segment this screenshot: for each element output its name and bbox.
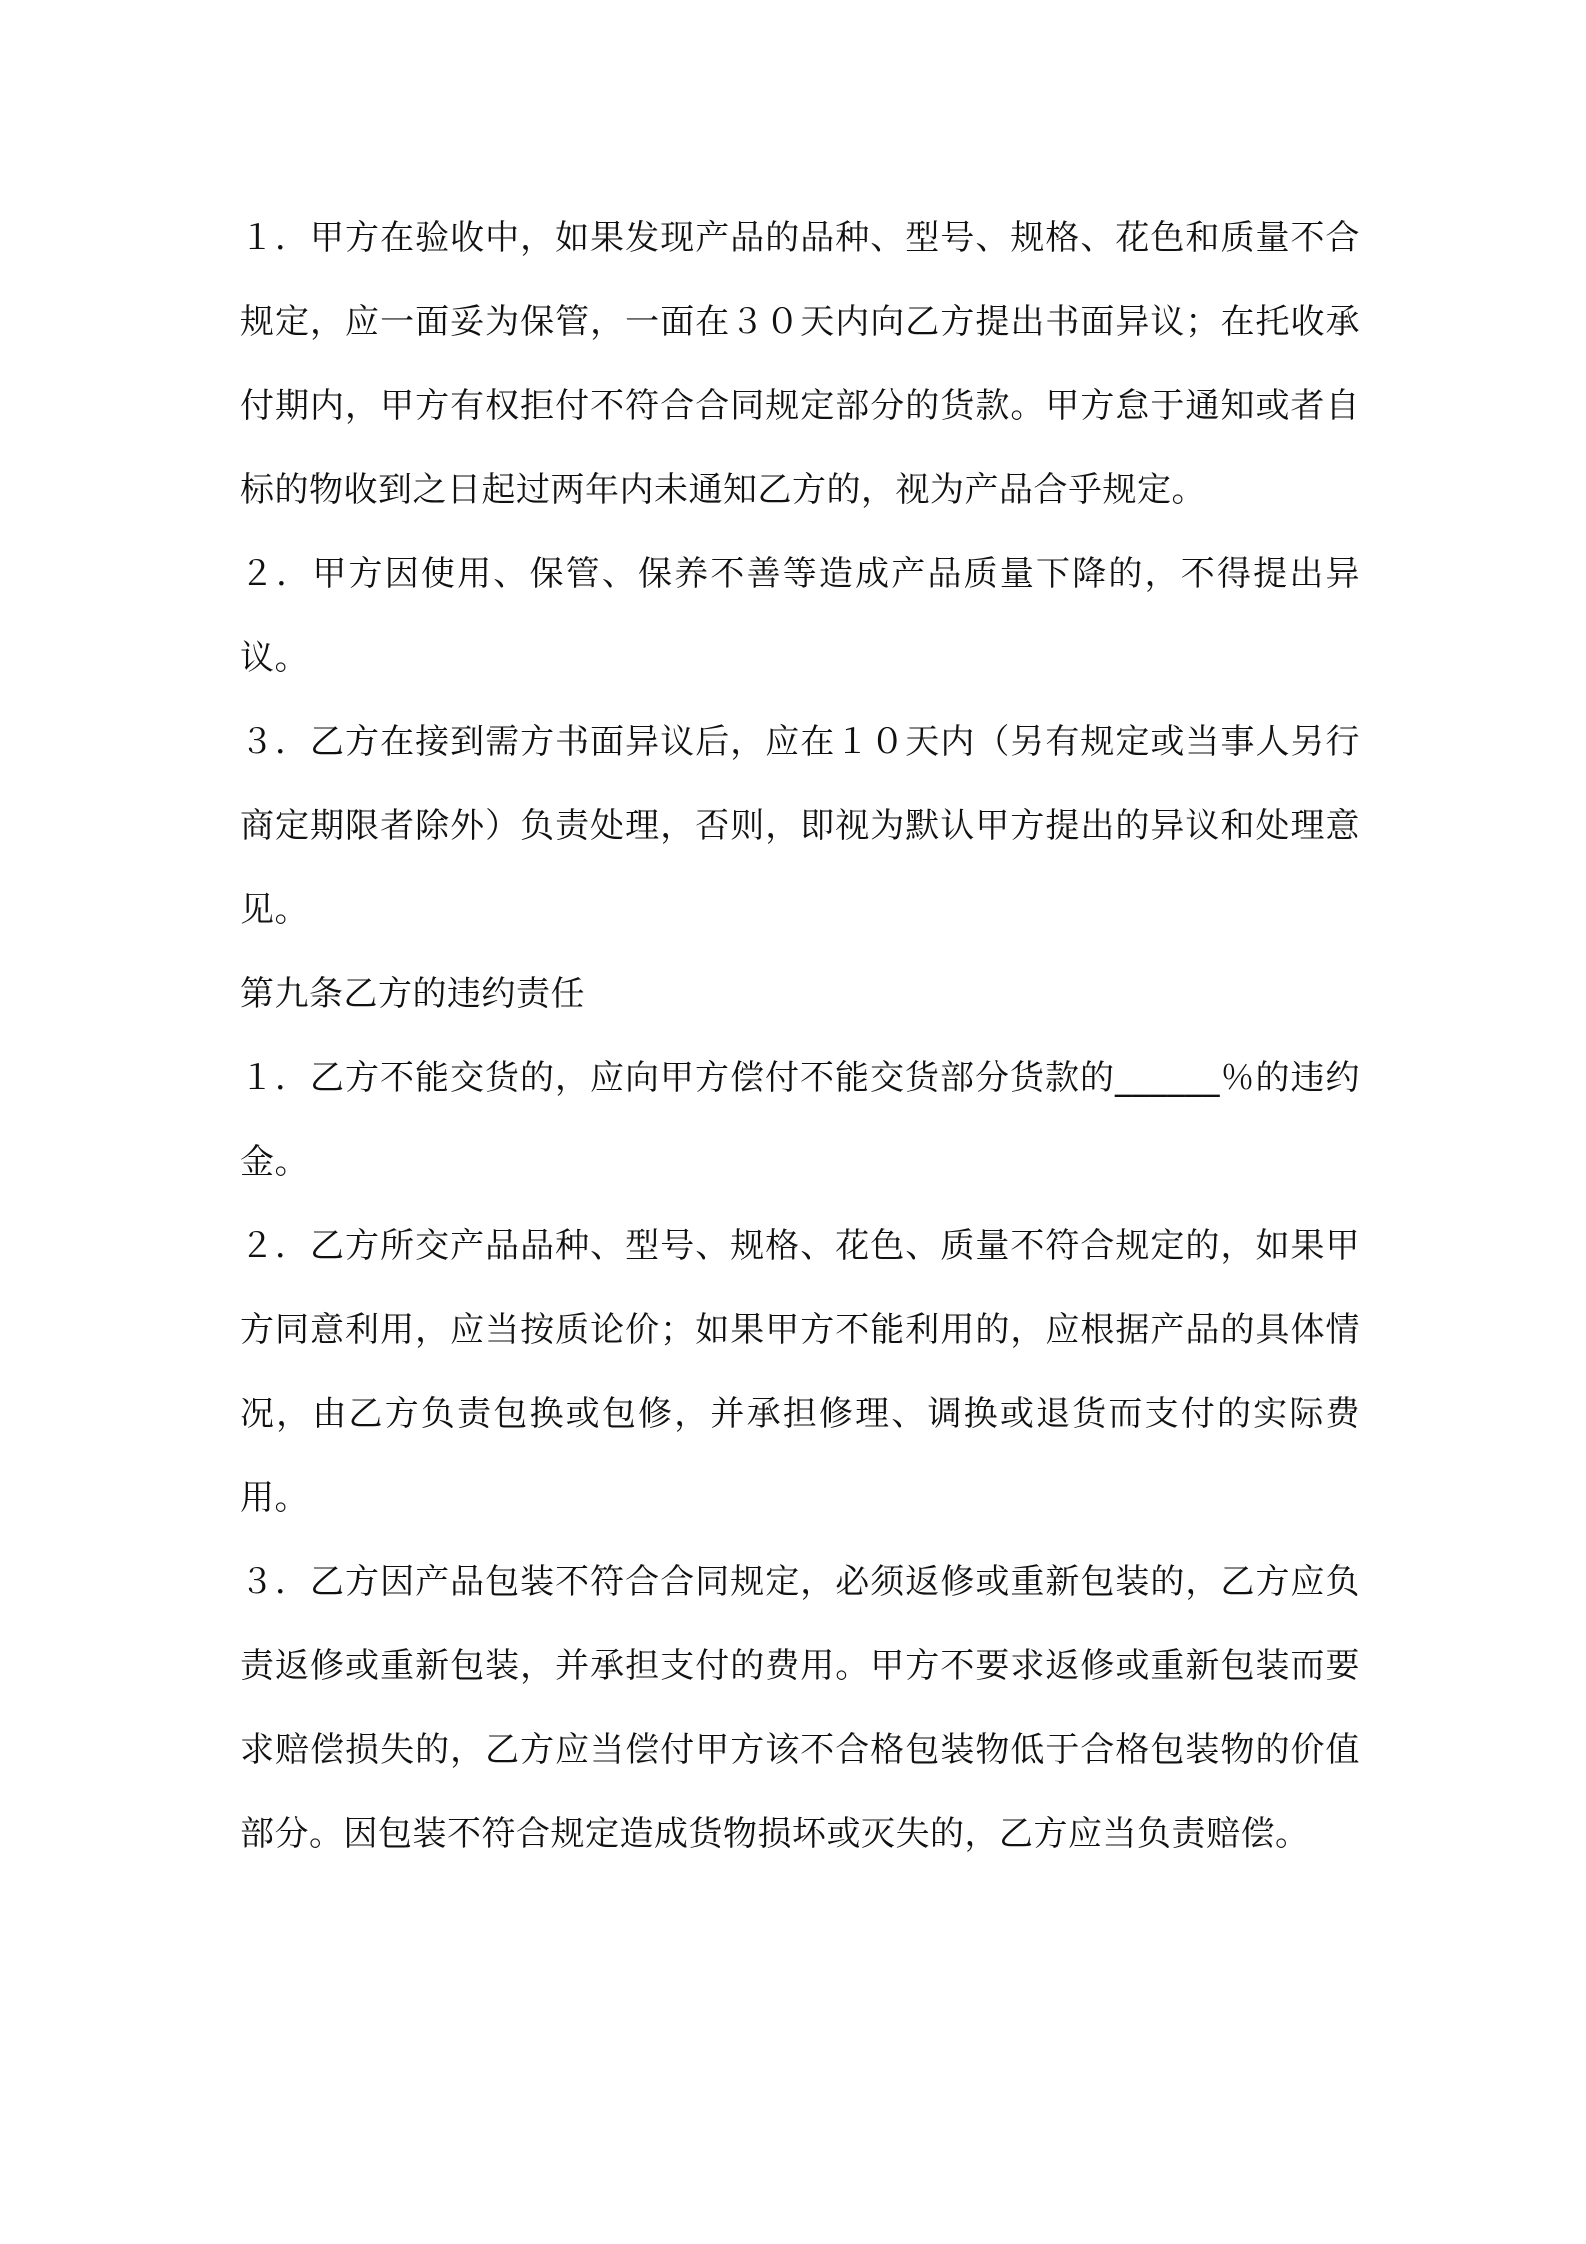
clause-paragraph-6: ３．乙方因产品包装不符合合同规定，必须返修或重新包装的，乙方应负责返修或重新包装，并承担支付的费用。甲方不要求返修或重新包装而要求赔偿损失的，乙方应当偿付甲方该不合格包装物低于合格包装物的价值部分。因包装不符合规定造成货物损坏或灭失的，乙方应当负责赔偿。 <box>240 1562 1360 1854</box>
document-body <box>240 196 1360 1876</box>
clause-paragraph-5: ２．乙方所交产品品种、型号、规格、花色、质量不符合规定的，如果甲方同意利用，应当按质论价；如果甲方不能利用的，应根据产品的具体情况，由乙方负责包换或包修，并承担修理、调换或退货而支付的实际费用。 <box>240 1226 1360 1518</box>
article-heading: 第九条乙方的违约责任 <box>240 974 585 1014</box>
clause-paragraph-3: ３．乙方在接到需方书面异议后，应在１０天内（另有规定或当事人另行商定期限者除外）负责处理，否则，即视为默认甲方提出的异议和处理意见。 <box>240 722 1360 930</box>
clause-paragraph-1: １．甲方在验收中，如果发现产品的品种、型号、规格、花色和质量不合规定，应一面妥为保管，一面在３０天内向乙方提出书面异议；在托收承付期内，甲方有权拒付不符合合同规定部分的货款。甲方怠于通知或者自标的物收到之日起过两年内未通知乙方的，视为产品合乎规定。 <box>240 218 1360 510</box>
clause-paragraph-4: １．乙方不能交货的，应向甲方偿付不能交货部分货款的______％的违约金。 <box>240 1058 1360 1182</box>
clause-paragraph-2: ２．甲方因使用、保管、保养不善等造成产品质量下降的，不得提出异议。 <box>240 554 1360 678</box>
